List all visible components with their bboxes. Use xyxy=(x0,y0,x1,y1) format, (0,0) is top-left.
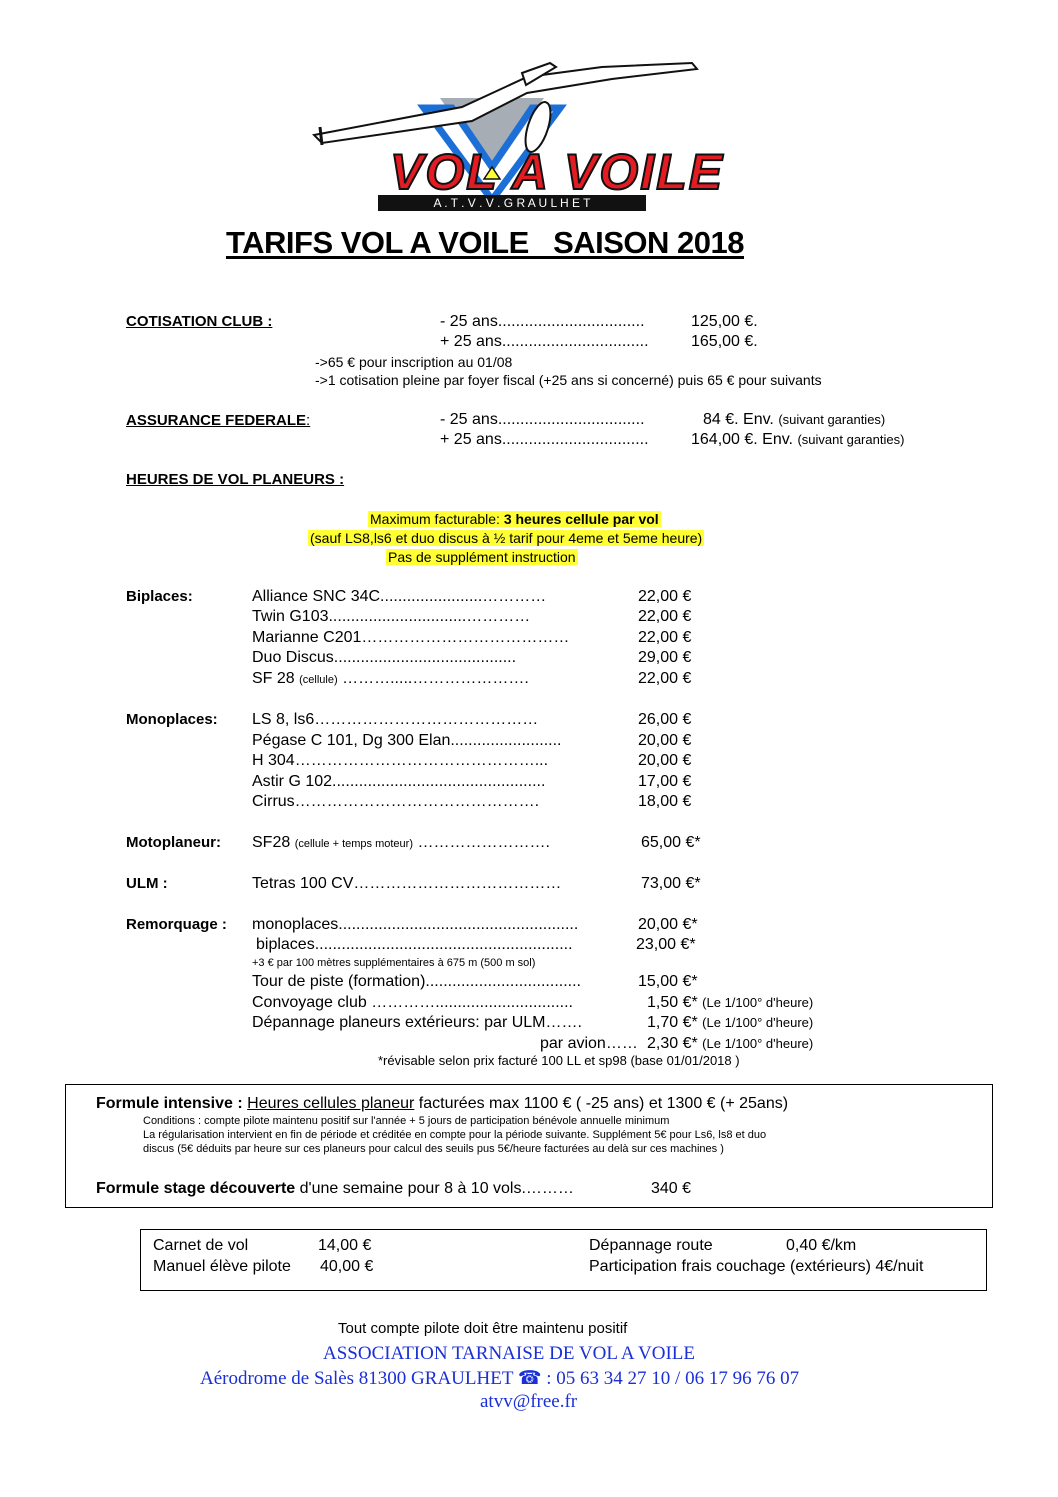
remorquage-label: Remorquage : xyxy=(126,916,227,933)
cotisation-price-over25: 165,00 €. xyxy=(691,333,758,350)
cotisation-note-1: ->65 € pour inscription au 01/08 xyxy=(315,354,513,370)
remorquage-extra-ulm: Dépannage planeurs extérieurs: par ULM……. xyxy=(252,1014,582,1031)
cotisation-age-over25: + 25 ans................................. xyxy=(440,333,649,350)
footer-phones: : 05 63 34 27 10 / 06 17 96 76 07 xyxy=(541,1368,800,1389)
monoplace-item-pegase: Pégase C 101, Dg 300 Elan......................... xyxy=(252,732,562,749)
highlight-line-1 xyxy=(368,511,661,527)
misc-couchage-price: 4€/nuit xyxy=(875,1258,924,1275)
biplace-item-twin: Twin G103...............................………… xyxy=(252,608,531,625)
stage-line xyxy=(96,1180,574,1198)
intensive-rest: facturées max 1100 € ( -25 ans) et 1300 € (+ 25ans) xyxy=(414,1095,789,1112)
biplace-item-sf28-small: (cellule) xyxy=(299,674,338,686)
assurance-note-over25: (suivant garanties) xyxy=(797,432,905,447)
monoplace-price-ls8: 26,00 € xyxy=(638,711,692,728)
footer-note: Tout compte pilote doit être maintenu positif xyxy=(338,1320,628,1337)
misc-depannage-label: Dépannage route xyxy=(589,1237,713,1254)
assurance-price-under25-value: 84 €. Env. xyxy=(703,411,774,428)
assurance-age-under25: - 25 ans................................. xyxy=(440,411,645,428)
convoyage-price-value: 1,50 €* xyxy=(647,994,698,1011)
assurance-price-under25 xyxy=(703,411,885,429)
motoplaneur-price: 65,00 €* xyxy=(641,834,701,851)
motoplaneur-item xyxy=(252,834,550,852)
intensive-line xyxy=(96,1095,788,1113)
footer-address: Aérodrome de Salès 81300 GRAULHET xyxy=(200,1368,514,1389)
intensive-condition-2: La régularisation intervient en fin de période et créditée en compte pour la période suivante. Supplément 5€ pour Ls6, ls8 et duo xyxy=(143,1129,767,1141)
assurance-price-over25-value: 164,00 €. Env. xyxy=(691,431,793,448)
biplace-price-sf28: 22,00 € xyxy=(638,670,692,687)
footer-email[interactable]: atvv@free.fr xyxy=(480,1391,578,1412)
intensive-underlined: Heures cellules planeur xyxy=(247,1095,415,1112)
misc-couchage-line xyxy=(589,1258,923,1276)
remorquage-extra-convoyage-price xyxy=(647,994,813,1012)
intensive-label: Formule intensive : xyxy=(96,1095,248,1112)
highlight-line-1-bold: 3 heures cellule par vol xyxy=(503,511,659,527)
monoplace-item-ls8: LS 8, ls6…………………………………… xyxy=(252,711,539,728)
motoplaneur-name: SF28 xyxy=(252,834,291,851)
monoplace-price-cirrus: 18,00 € xyxy=(638,793,692,810)
depannage-avion-unit: (Le 1/100° d'heure) xyxy=(702,1036,814,1051)
stage-rest: d'une semaine pour 8 à 10 vols.……… xyxy=(295,1180,574,1197)
cotisation-age-under25: - 25 ans................................. xyxy=(440,313,645,330)
biplace-item-sf28-name: SF 28 xyxy=(252,670,295,687)
assurance-label-colon: : xyxy=(306,412,311,429)
remorquage-price-biplaces: 23,00 €* xyxy=(636,936,696,953)
cotisation-note-2: ->1 cotisation pleine par foyer fiscal (+25 ans si concerné) puis 65 € pour suivants xyxy=(315,372,822,388)
remorquage-extra-avion: par avion…… xyxy=(540,1035,638,1052)
assurance-label xyxy=(126,412,310,429)
monoplace-item-astir: Astir G 102................................................ xyxy=(252,773,546,790)
page-title: TARIFS VOL A VOILE SAISON 2018 xyxy=(226,225,745,260)
logo-subtitle: A . T . V . V . G R A U L H E T xyxy=(433,196,591,210)
convoyage-unit: (Le 1/100° d'heure) xyxy=(702,995,814,1010)
misc-carnet-price: 14,00 € xyxy=(318,1237,372,1254)
monoplace-price-h304: 20,00 € xyxy=(638,752,692,769)
cotisation-price-under25: 125,00 €. xyxy=(691,313,758,330)
club-logo xyxy=(312,55,725,215)
monoplace-item-cirrus: Cirrus………………………………………. xyxy=(252,793,540,810)
ulm-item: Tetras 100 CV………………………………… xyxy=(252,875,562,892)
assurance-age-over25: + 25 ans................................. xyxy=(440,431,649,448)
misc-manuel-label: Manuel élève pilote xyxy=(153,1258,291,1275)
assurance-note-under25: (suivant garanties) xyxy=(778,412,886,427)
biplace-price-duo: 29,00 € xyxy=(638,649,692,666)
remorquage-extra-convoyage: Convoyage club …………............................... xyxy=(252,994,573,1011)
misc-depannage-price: 0,40 €/km xyxy=(786,1237,857,1254)
biplace-price-twin: 22,00 € xyxy=(638,608,692,625)
assurance-label-text: ASSURANCE FEDERALE xyxy=(126,412,307,429)
phone-icon: ☎ xyxy=(517,1368,542,1389)
ulm-price: 73,00 €* xyxy=(641,875,701,892)
misc-manuel-price: 40,00 € xyxy=(320,1258,374,1275)
biplace-price-marianne: 22,00 € xyxy=(638,629,692,646)
depannage-ulm-price-value: 1,70 €* xyxy=(647,1014,698,1031)
intensive-condition-1: Conditions : compte pilote maintenu positif sur l'année + 5 jours de participation bénévole annuelle minimum xyxy=(143,1115,670,1127)
ulm-label: ULM : xyxy=(126,875,168,892)
highlight-line-1-normal: Maximum facturable: xyxy=(370,511,504,527)
footer-org: ASSOCIATION TARNAISE DE VOL A VOILE xyxy=(323,1343,695,1364)
motoplaneur-small: (cellule + temps moteur) xyxy=(294,838,413,850)
biplace-item-sf28 xyxy=(252,670,529,688)
remorquage-extra-ulm-price xyxy=(647,1014,813,1032)
remorquage-footnote: *révisable selon prix facturé 100 LL et sp98 (base 01/01/2018 ) xyxy=(378,1053,740,1068)
misc-carnet-label: Carnet de vol xyxy=(153,1237,249,1254)
remorquage-price-monoplaces: 20,00 €* xyxy=(638,916,698,933)
motoplaneur-dots: ……………………. xyxy=(417,834,550,851)
motoplaneur-label: Motoplaneur: xyxy=(126,834,221,851)
misc-couchage-label: Participation frais couchage (extérieurs) xyxy=(589,1258,871,1275)
footer-address-line xyxy=(200,1367,799,1390)
monoplaces-label: Monoplaces: xyxy=(126,711,218,728)
depannage-ulm-unit: (Le 1/100° d'heure) xyxy=(702,1015,814,1030)
cotisation-label: COTISATION CLUB : xyxy=(126,313,273,330)
remorquage-item-biplaces: biplaces.......................................................... xyxy=(256,936,573,953)
remorquage-extra-tour-price: 15,00 €* xyxy=(638,973,698,990)
highlight-line-3: Pas de supplément instruction xyxy=(388,549,576,565)
biplace-item-alliance: Alliance SNC 34C.......................………… xyxy=(252,588,547,605)
biplaces-label: Biplaces: xyxy=(126,588,193,605)
stage-price: 340 € xyxy=(651,1180,692,1197)
depannage-avion-price-value: 2,30 €* xyxy=(647,1035,698,1052)
biplace-item-sf28-dots: ……….....…………………. xyxy=(342,670,529,687)
remorquage-extra-avion-price xyxy=(647,1035,813,1053)
heures-label: HEURES DE VOL PLANEURS : xyxy=(126,471,345,488)
biplace-price-alliance: 22,00 € xyxy=(638,588,692,605)
assurance-price-over25 xyxy=(691,431,904,449)
remorquage-note: +3 € par 100 mètres supplémentaires à 675 m (500 m sol) xyxy=(252,957,536,969)
stage-label: Formule stage découverte xyxy=(96,1180,296,1197)
logo-wordmark: VOL A VOILE xyxy=(390,144,725,200)
highlight-line-2: (sauf LS8,ls6 et duo discus à ½ tarif pour 4eme et 5eme heure) xyxy=(310,530,703,546)
biplace-item-duo: Duo Discus......................................... xyxy=(252,649,517,666)
remorquage-item-monoplaces: monoplaces...................................................... xyxy=(252,916,579,933)
monoplace-item-h304: H 304………………………………………... xyxy=(252,752,549,769)
intensive-condition-3: discus (5€ déduits par heure sur ces planeurs pour calcul des seuils pus 5€/heure facturées au delà sur ces machines ) xyxy=(143,1143,724,1155)
monoplace-price-pegase: 20,00 € xyxy=(638,732,692,749)
monoplace-price-astir: 17,00 € xyxy=(638,773,692,790)
biplace-item-marianne: Marianne C201………………………………… xyxy=(252,629,570,646)
remorquage-extra-tour: Tour de piste (formation)................................... xyxy=(252,973,581,990)
